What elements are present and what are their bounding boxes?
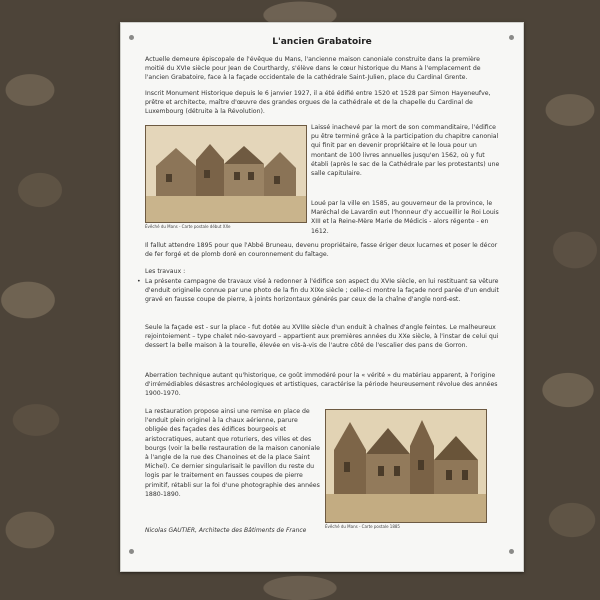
postcard-photo-2 (325, 409, 487, 523)
aberration-paragraph: Aberration technique autant qu'historique, ce goût immodéré pour la « vérité » du matériau apparent, à l'origine d'irrémédiables désastres archéologiques et artistiques, caractérise la période heureusement révolue des années 1900-1970. (145, 372, 498, 398)
photo-1-caption: Évêché du Mans - Carte postale début XXe (145, 224, 231, 229)
screw-icon (129, 549, 134, 554)
travaux-label: Les travaux : (145, 268, 186, 275)
sign-title: L'ancien Grabatoire (272, 37, 372, 47)
photo-2-caption: Évêché du Mans - Carte postale 1885 (325, 524, 400, 529)
loue-paragraph: Loué par la ville en 1585, au gouverneur de la province, le Maréchal de Lavardin eut l'honneur d'y accueillir le Roi Louis XIII et la Reine-Mère Marie de Médicis - alors régente - en 1612. (311, 200, 499, 235)
travaux-bullet-paragraph: La présente campagne de travaux visé à redonner à l'édifice son aspect du XVIe siècle, en lui restituant sa vêture d'enduit originelle connue par une photo de la fin du XIXe siècle ; celle-ci montre la façade nord parée d'un enduit gravé en fausse coupe de pierre, à joints horizontaux générés par ceux de la chaîne d'angle nord-est. (145, 278, 499, 304)
postcard-photo-1 (145, 125, 307, 223)
fallut-paragraph: Il fallut attendre 1895 pour que l'Abbé Bruneau, devenu propriétaire, fasse ériger deux lucarnes et poser le décor de fer forgé et de plomb doré en couronnement du faîtage. (145, 242, 498, 259)
restauration-paragraph: La restauration propose ainsi une remise en place de l'enduit plein originel à la chaux aérienne, parure obligée des façades des édifices bourgeois et aristocratiques, autant que roturiers, des villes et des bourgs (voir la belle restauration de la maison canoniale à l'angle de la rue des Chanoines et de la place Saint Michel). Ce dernier singularisait le pavillon du reste du logis par le traitement en fausses coupes de pierre primitif, rétabli sur la foi d'une photographie des années 1880-1890. (145, 408, 320, 498)
intro-paragraph: Actuelle demeure épiscopale de l'évêque du Mans, l'ancienne maison canoniale construite dans la première moitié du XVIe siècle pour Jean de Courthardy, s'élève dans le cœur historique du Mans à l'emplacement de l'ancien Grabatoire, face à la façade occidentale de la cathédrale Saint-Julien, place du Cardinal Grente. (145, 56, 481, 82)
seule-paragraph: Seule la façade est - sur la place - fut dotée au XVIIIe siècle d'un enduit à chaînes d'angle feintes. Le malheureux rejointoiement – type chalet néo-savoyard – appartient aux premières années du XXe siècle, à l'instar de celui qui dessert la belle maison à la tourelle, élevée en vis-à-vis de l'autre côté de l'escalier des pans de Gorron. (145, 324, 499, 350)
laisse-paragraph: Laissé inachevé par la mort de son commanditaire, l'édifice pu être terminé grâce à la participation du chapitre canonial qui finit par en devenir propriétaire et le loua pour un montant de 100 livres annuelles jusqu'en 1562, où y fut établi (après le sac de la Cathédrale par les protestants) une salle capitulaire. (311, 124, 500, 178)
signature-line: Nicolas GAUTIER, Architecte des Bâtiments de France (145, 527, 307, 534)
screw-icon (509, 549, 514, 554)
information-sign (120, 22, 524, 572)
inscrit-paragraph: Inscrit Monument Historique depuis le 6 janvier 1927, il a été édifié entre 1520 et 1528 par Simon Hayeneufve, prêtre et architecte, maître d'œuvre des grandes orgues de la cathédrale et de la chapelle du Cardinal de Luxembourg (détruite à la Révolution). (145, 90, 491, 116)
bullet-icon: • (137, 278, 141, 285)
